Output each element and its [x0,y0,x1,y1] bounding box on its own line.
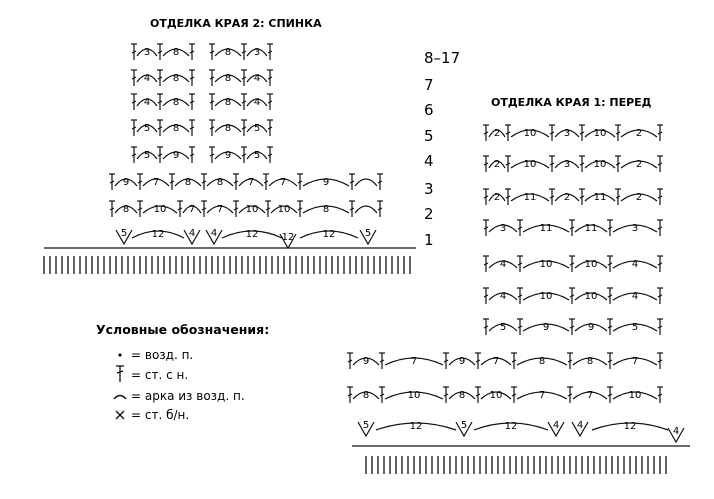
double-crochet-stitch [263,174,269,190]
double-crochet-stitch [137,201,143,217]
chain-count: 7 [631,356,639,367]
chain-count: 4 [576,420,584,431]
chain-count: 7 [586,390,594,401]
double-crochet-stitch [607,353,613,369]
double-crochet-stitch [157,70,163,86]
double-crochet-stitch [567,353,573,369]
double-crochet-stitch [475,353,481,369]
double-crochet-stitch [177,201,183,217]
row-label-2: 2 [424,205,434,223]
chain-count: 4 [143,73,151,84]
double-crochet-stitch [443,353,449,369]
double-crochet-stitch [549,189,555,205]
double-crochet-stitch [233,201,239,217]
back-edging-diagram [44,44,416,274]
chain-count: 5 [120,228,128,239]
double-crochet-stitch [267,44,273,60]
arch-icon [114,396,126,400]
double-crochet-stitch [511,387,517,403]
double-crochet-stitch [657,156,663,172]
double-crochet-stitch [657,125,663,141]
double-crochet-stitch [189,70,195,86]
chain-count: 3 [563,128,571,139]
double-crochet-stitch [349,174,355,190]
double-crochet-stitch [349,201,355,217]
chain-count: 9 [122,177,130,188]
double-crochet-stitch [347,387,353,403]
legend [96,322,269,422]
chain-count: 12 [322,229,336,240]
chain-count: 9 [172,150,180,161]
double-crochet-stitch [131,120,137,136]
chain-count: 5 [364,228,372,239]
chain-count: 5 [631,322,639,333]
front-title: ОТДЕЛКА КРАЯ 1: ПЕРЕД [491,96,652,109]
row-label-1: 1 [424,231,434,249]
row-label-4: 4 [424,152,434,170]
chain-count: 4 [552,420,560,431]
double-crochet-stitch [657,387,663,403]
chain-count: 12 [281,232,295,243]
double-crochet-stitch [657,256,663,272]
chain-count: 2 [635,159,643,170]
double-crochet-stitch [241,94,247,110]
chain-count: 4 [188,228,196,239]
double-crochet-stitch [209,44,215,60]
chain-count: 10 [523,128,537,139]
chain-count: 11 [584,223,598,234]
double-crochet-stitch [511,353,517,369]
double-crochet-stitch [567,387,573,403]
chain-count: 8 [172,97,180,108]
chain-count: 5 [362,420,370,431]
double-crochet-stitch [607,387,613,403]
row-label-8-17: 8–17 [424,49,461,67]
chain-count: 10 [539,259,553,270]
chain-count: 10 [277,204,291,215]
double-crochet-stitch [297,201,303,217]
double-crochet-stitch [131,94,137,110]
double-crochet-stitch [505,189,511,205]
chain-count: 2 [635,192,643,203]
front-edging-diagram [347,125,690,474]
chain-count: 2 [493,159,501,170]
double-crochet-stitch [377,201,383,217]
double-crochet-stitch [483,256,489,272]
double-crochet-stitch [657,353,663,369]
chain-count: 9 [458,356,466,367]
double-crochet-stitch [607,288,613,304]
double-crochet-stitch [443,387,449,403]
chain-count: 4 [253,97,261,108]
double-crochet-stitch [379,353,385,369]
chain-count: 5 [499,322,507,333]
double-crochet-stitch [267,70,273,86]
chain-count: 12 [409,421,423,432]
dot-icon [118,353,121,356]
double-crochet-stitch [241,120,247,136]
double-crochet-stitch [569,256,575,272]
double-crochet-stitch [607,256,613,272]
chain-count: 7 [152,177,160,188]
double-crochet-stitch [209,147,215,163]
chain-count: 8 [224,97,232,108]
double-crochet-stitch [615,189,621,205]
double-crochet-stitch [579,125,585,141]
chain-count: 5 [253,123,261,134]
chain-count: 9 [322,177,330,188]
double-crochet-stitch [189,120,195,136]
row-label-7: 7 [424,76,434,94]
chain-count: 4 [210,228,218,239]
chain-count: 12 [151,229,165,240]
double-crochet-stitch [267,147,273,163]
double-crochet-stitch [377,174,383,190]
chain-count: 8 [224,73,232,84]
double-crochet-stitch [201,174,207,190]
double-crochet-stitch [109,201,115,217]
double-crochet-stitch [483,156,489,172]
double-crochet-stitch [569,288,575,304]
double-crochet-stitch [241,147,247,163]
double-crochet-stitch [607,319,613,335]
chain-count: 10 [539,291,553,302]
chain-count: 10 [593,159,607,170]
double-crochet-stitch [657,319,663,335]
chain-count: 3 [253,47,261,58]
double-crochet-stitch [157,120,163,136]
double-crochet-stitch [189,94,195,110]
double-crochet-stitch [209,94,215,110]
chain-count: 2 [563,192,571,203]
double-crochet-stitch [615,156,621,172]
chain-count: 10 [523,159,537,170]
double-crochet-stitch [209,120,215,136]
double-crochet-stitch [131,147,137,163]
double-crochet-stitch [137,174,143,190]
chain-count: 11 [593,192,607,203]
chain-count: 9 [224,150,232,161]
row-label-3: 3 [424,180,434,198]
chain-count: 4 [499,291,507,302]
chain-count: 11 [523,192,537,203]
double-crochet-stitch [483,125,489,141]
double-crochet-stitch [483,288,489,304]
double-crochet-stitch [505,156,511,172]
row-label-6: 6 [424,101,434,119]
chain-count: 2 [493,128,501,139]
row-label-5: 5 [424,127,434,145]
legend-item-2: = ст. с н. [131,368,189,382]
double-crochet-stitch [517,319,523,335]
chain-count: 4 [143,97,151,108]
chain-arch [355,206,377,213]
back-title: ОТДЕЛКА КРАЯ 2: СПИНКА [150,17,322,30]
chain-count: 3 [631,223,639,234]
chain-count: 10 [153,204,167,215]
legend-title: Условные обозначения: [96,322,270,337]
double-crochet-stitch [379,387,385,403]
double-crochet-stitch [131,44,137,60]
double-crochet-stitch [297,174,303,190]
chain-count: 10 [584,259,598,270]
double-crochet-stitch [657,189,663,205]
chain-count: 4 [672,426,680,437]
chain-arch [355,179,377,186]
chain-count: 8 [458,390,466,401]
legend-item-1: = возд. п. [131,348,194,362]
double-crochet-stitch [209,70,215,86]
double-crochet-stitch [233,174,239,190]
chain-count: 9 [542,322,550,333]
chain-count: 8 [224,123,232,134]
chain-count: 3 [499,223,507,234]
chain-count: 4 [499,259,507,270]
double-crochet-stitch [157,44,163,60]
chain-count: 5 [143,150,151,161]
chain-count: 9 [587,322,595,333]
back-row-labels [424,49,460,249]
double-crochet-stitch [241,70,247,86]
double-crochet-stitch [475,387,481,403]
double-crochet-stitch [615,125,621,141]
chain-count: 8 [224,47,232,58]
double-crochet-stitch [579,189,585,205]
chain-count: 10 [593,128,607,139]
double-crochet-stitch [517,288,523,304]
double-crochet-stitch [241,44,247,60]
chain-count: 12 [504,421,518,432]
double-crochet-stitch [657,220,663,236]
double-crochet-stitch [201,201,207,217]
chain-count: 3 [143,47,151,58]
double-crochet-stitch [549,125,555,141]
chain-count: 8 [172,123,180,134]
chain-count: 5 [143,123,151,134]
chain-count: 10 [584,291,598,302]
double-crochet-stitch [505,125,511,141]
chain-count: 4 [631,259,639,270]
cross-icon [116,411,124,419]
chain-count: 8 [538,356,546,367]
chain-count: 12 [623,421,637,432]
chain-count: 7 [410,356,418,367]
chain-count: 8 [216,177,224,188]
double-crochet-stitch [267,94,273,110]
double-crochet-stitch [265,201,271,217]
double-crochet-stitch [483,189,489,205]
double-crochet-stitch [569,319,575,335]
chain-count: 4 [253,73,261,84]
chain-count: 8 [172,47,180,58]
double-crochet-icon [116,366,124,382]
double-crochet-stitch [569,220,575,236]
chain-count: 7 [492,356,500,367]
chain-count: 7 [279,177,287,188]
chain-count: 7 [188,204,196,215]
double-crochet-stitch [157,147,163,163]
chain-count: 8 [586,356,594,367]
chain-count: 4 [631,291,639,302]
chain-count: 11 [539,223,553,234]
double-crochet-stitch [131,70,137,86]
double-crochet-stitch [517,256,523,272]
legend-item-4: = ст. б/н. [131,408,190,422]
double-crochet-stitch [109,174,115,190]
legend-item-3: = арка из возд. п. [131,389,245,403]
double-crochet-stitch [657,288,663,304]
double-crochet-stitch [189,44,195,60]
chain-count: 5 [253,150,261,161]
chain-count: 8 [122,204,130,215]
double-crochet-stitch [549,156,555,172]
double-crochet-stitch [267,120,273,136]
double-crochet-stitch [347,353,353,369]
chain-count: 7 [247,177,255,188]
chain-count: 2 [493,192,501,203]
chain-count: 8 [172,73,180,84]
chain-count: 8 [322,204,330,215]
chain-count: 8 [184,177,192,188]
chain-count: 12 [245,229,259,240]
double-crochet-stitch [483,319,489,335]
chain-count: 8 [362,390,370,401]
double-crochet-stitch [579,156,585,172]
chain-count: 3 [563,159,571,170]
chain-count: 7 [538,390,546,401]
double-crochet-stitch [157,94,163,110]
chain-count: 2 [635,128,643,139]
chain-count: 9 [362,356,370,367]
double-crochet-stitch [169,174,175,190]
double-crochet-stitch [189,147,195,163]
chain-count: 7 [216,204,224,215]
double-crochet-stitch [607,220,613,236]
double-crochet-stitch [483,220,489,236]
chain-count: 10 [407,390,421,401]
chain-count: 10 [489,390,503,401]
double-crochet-stitch [517,220,523,236]
chain-count: 10 [245,204,259,215]
chain-count: 10 [628,390,642,401]
chain-count: 5 [460,420,468,431]
